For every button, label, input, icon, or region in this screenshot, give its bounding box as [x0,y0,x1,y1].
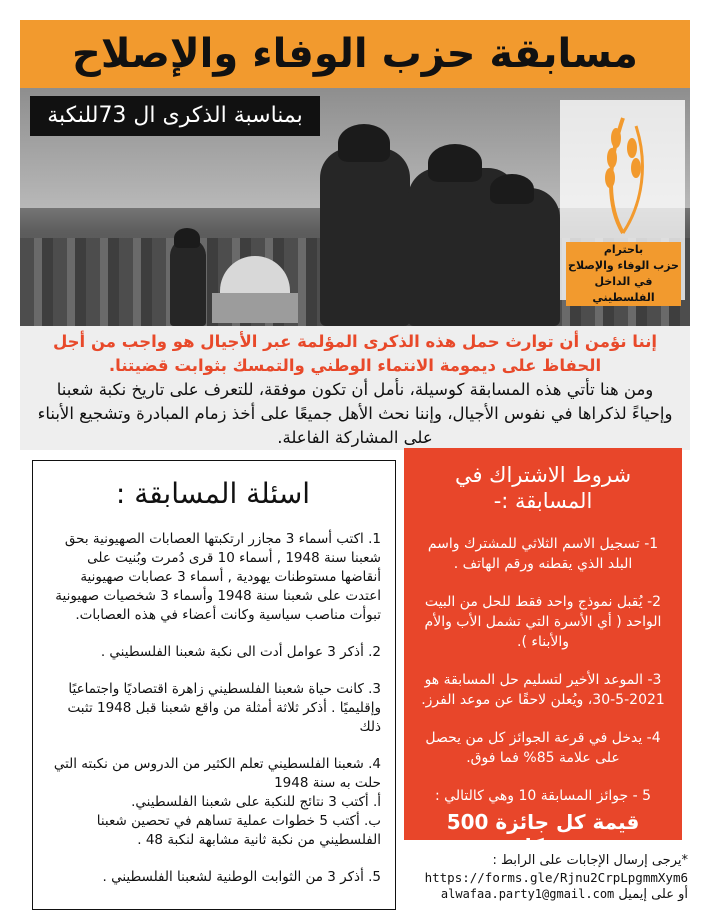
prize-amount: قيمة كل جائزة 500 شيكل [446,810,640,858]
email-link[interactable]: alwafaa.party1@gmail.com [440,887,615,901]
subtitle-banner: بمناسبة الذكرى ال 73للنكبة [30,96,320,136]
intro-section [20,326,690,450]
conditions-box [404,448,682,858]
logo-caption-line1: باحترام [566,242,681,258]
condition-2: 2- يُقبل نموذج واحد فقط للحل من البيت الواحد ( أي الأسرة التي تشمل الأب والأم والأبناء ). [424,594,662,650]
wheat-logo-icon [588,108,658,238]
logo-caption [566,242,681,306]
questions-box [32,460,396,910]
send-note: *يرجى إرسال الإجابات على الرابط : [492,853,688,868]
condition-4: 4- يدخل في قرعة الجوائز كل من يحصل على علامة 85% فما فوق. [425,730,661,766]
question-4-main: 4. شعبنا الفلسطيني تعلم الكثير من الدروس من نكبته التي حلت به سنة 1948 [53,756,381,791]
question-2: 2. أذكر 3 عوامل أدت الى نكبة شعبنا الفلسطيني . [100,644,381,660]
logo-caption-line3: في الداخل الفلسطيني [566,274,681,306]
question-4 [45,755,381,850]
question-4a: أ. أكتب 3 نتائج للنكبة على شعبنا الفلسطيني. [131,794,381,810]
question-1: 1. اكتب أسماء 3 مجازر ارتكبتها العصابات الصهيونية بحق شعبنا سنة 1948 , أسماء 10 قرى دُمرت وبُنيت على أنقاضها مستوطنات يهودية , أسماء 3 عصابات صهيونية اعتدت على شعبنا سنة 1948 وأسماء 3 شخصيات صهيونية تبوأت مناصب سياسية وكانت أعضاء في هذه العصابات. [55,531,381,623]
or-email-label: أو على إيميل [618,887,688,902]
question-4b: ب. أكتب 5 خطوات عملية تساهم في تحصين شعبنا الفلسطيني من نكبة ثانية مشابهة لنكبة 48 . [96,813,381,848]
submission-footer [404,852,688,903]
email-line [404,886,688,903]
intro-body: ومن هنا تأتي هذه المسابقة كوسيلة، نأمل أن تكون موفقة، للتعرف على تاريخ نكبة شعبنا وإحياءً لذكراها في نفوس الأجيال، وإننا نحث الأهل جميعًا على أخذ زمام المبادرة وتشجيع الأبناء على المشاركة الفاعلة. [37,380,673,447]
questions-title: اسئلة المسابقة : [115,477,311,510]
condition-5: 5 - جوائز المسابقة 10 وهي كالتالي : [434,788,651,804]
condition-1: 1- تسجيل الاسم الثلاثي للمشترك واسم البلد الذي يقطنه ورقم الهاتف . [427,536,659,572]
question-5: 5. أذكر 3 من الثوابت الوطنية لشعبنا الفلسطيني . [102,869,381,885]
logo-caption-line2: حزب الوفاء والإصلاح [566,258,681,274]
page-title: مسابقة حزب الوفاء والإصلاح [20,20,690,88]
question-3: 3. كانت حياة شعبنا الفلسطيني زاهرة اقتصاديًا واجتماعيًا وإقليميًا . أذكر ثلاثة أمثلة من واقع شعبنا قبل 1948 تثبت ذلك [67,681,381,735]
conditions-title: شروط الاشتراك في المسابقة :- [454,463,632,513]
intro-highlight: إننا نؤمن أن توارث حمل هذه الذكرى المؤلمة عبر الأجيال هو واجب من أجل الحفاظ على ديمومة الانتماء الوطني والتمسك بثوابت قضيتنا. [52,332,658,375]
form-link[interactable]: https://forms.gle/Rjnu2CrpLpgmmXym6 [424,870,688,885]
condition-3: 3- الموعد الأخير لتسليم حل المسابقة هو 2021-5-30، ويُعلن لاحقًا عن موعد الفرز. [421,672,665,708]
